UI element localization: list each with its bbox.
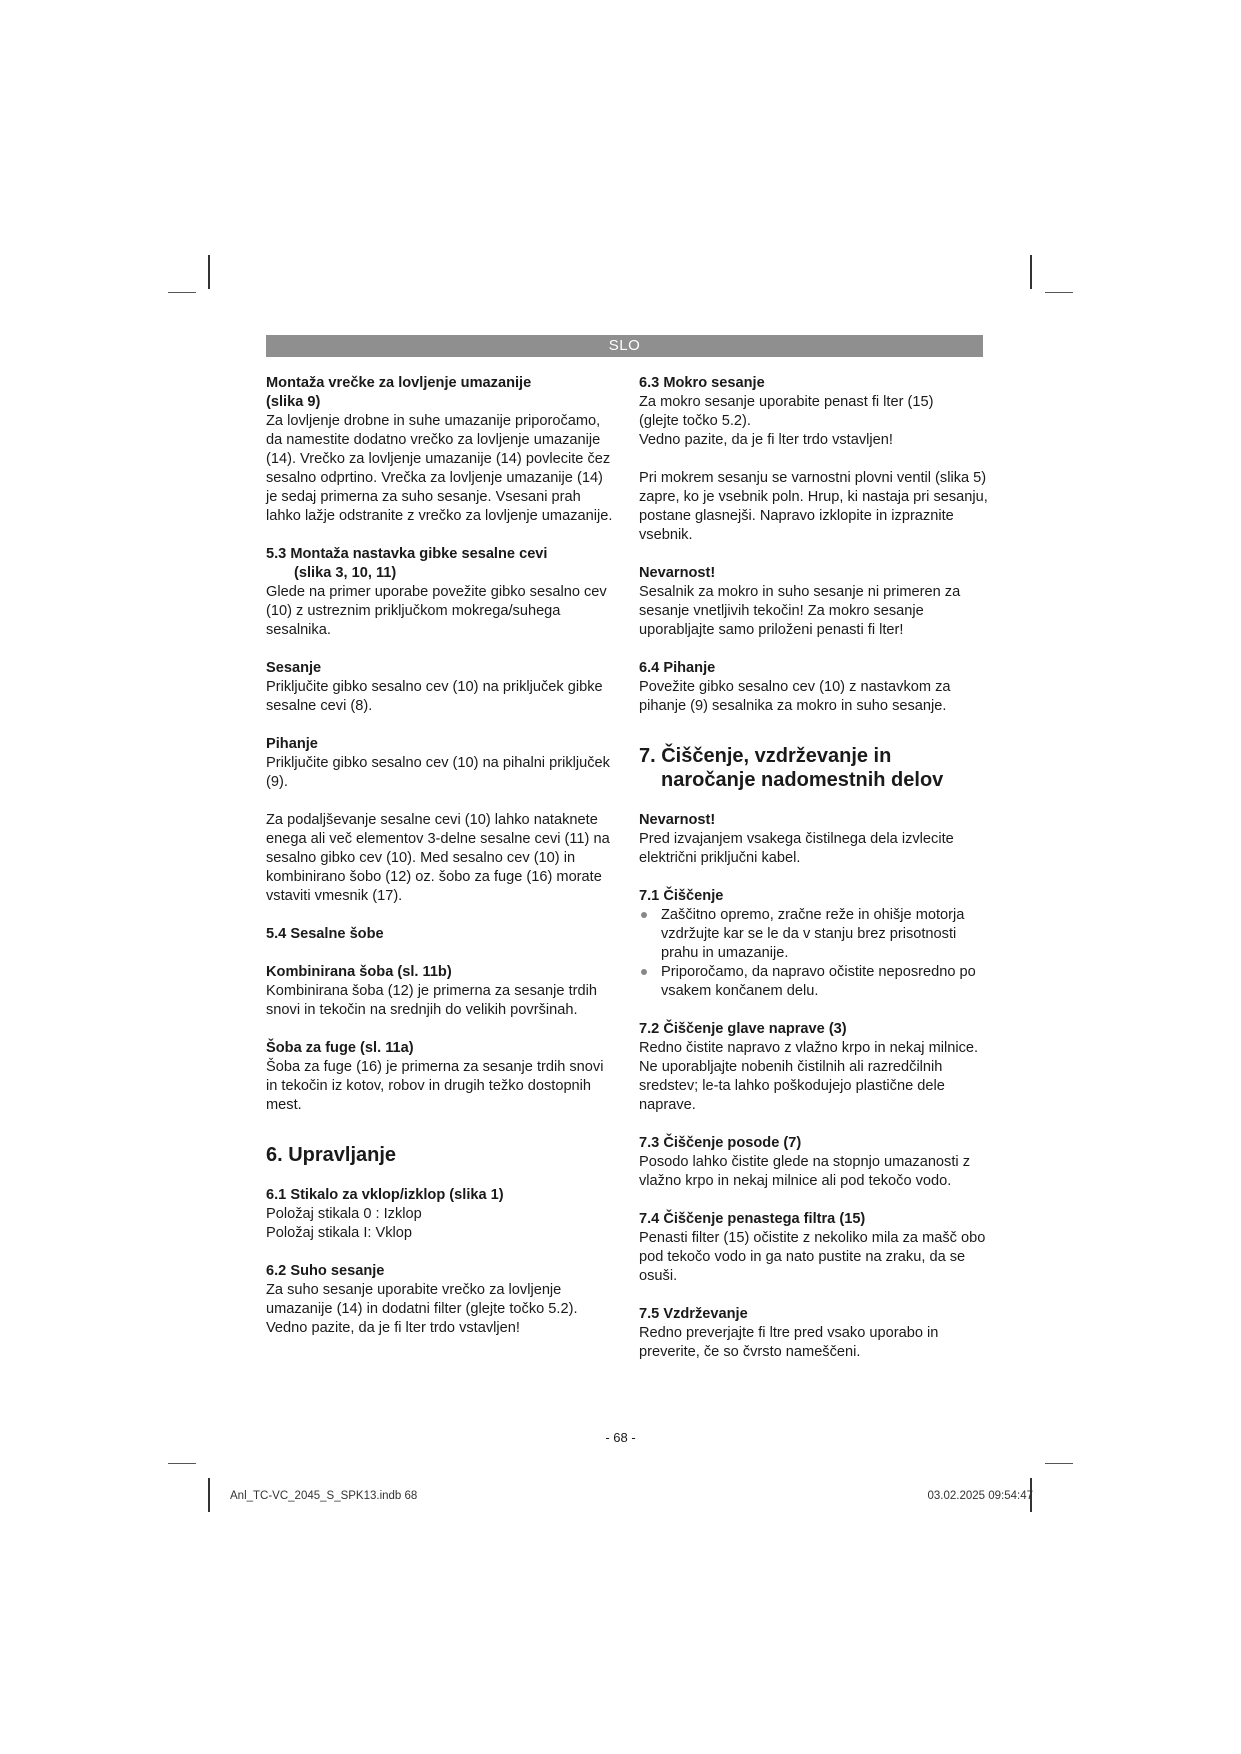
crop-mark-top-right [1030,255,1032,289]
list-item: Zaščitno opremo, zračne reže in ohišje motorja vzdržujte kar se le da v stanju brez prisotnosti prahu in umazanije. [639,906,989,963]
section-title [266,545,616,583]
list-item: Priporočamo, da napravo očistite neposredno po vsakem končanem delu. [639,963,989,1001]
print-timestamp: 03.02.2025 09:54:47 [927,1490,1033,1502]
section-body: Za suho sesanje uporabite vrečko za lovljenje umazanije (14) in dodatni filter (glejte točko 5.2). Vedno pazite, da je fi lter trdo vstavljen! [266,1282,578,1336]
crop-mark-top-right-h [1045,292,1073,293]
crop-mark-bottom-left-h [168,1463,196,1464]
chapter-heading-line: 7. Čiščenje, vzdrževanje in [639,745,892,767]
section-body: Glede na primer uporabe povežite gibko sesalno cev (10) z ustreznim priključkom mokrega/suhega sesalnika. [266,584,607,638]
section-title: 7.4 Čiščenje penastega filtra (15) [639,1211,866,1227]
section-body: Kombinirana šoba (12) je primerna za sesanje trdih snovi in tekočin na srednjih do velikih površinah. [266,983,597,1018]
section-title-line: (slika 3, 10, 11) [294,565,397,581]
print-file-label: Anl_TC-VC_2045_S_SPK13.indb 68 [230,1490,418,1502]
warning-body: Pred izvajanjem vsakega čistilnega dela izvlecite električni priključni kabel. [639,831,954,866]
crop-mark-bottom-left [208,1478,210,1512]
section-title-line: 5.3 Montaža nastavka gibke sesalne cevi [266,546,548,562]
section-title: Sesanje [266,660,322,676]
section-title: Šoba za fuge (sl. 11a) [266,1040,414,1056]
section-body: Šoba za fuge (16) je primerna za sesanje trdih snovi in tekočin iz kotov, robov in drugih težko dostopnih mest. [266,1059,604,1113]
section-body: Posodo lahko čistite glede na stopnjo umazanosti z vlažno krpo in nekaj milnice ali pod tekočo vodo. [639,1154,970,1189]
section-body: Za podaljševanje sesalne cevi (10) lahko nataknete enega ali več elementov 3-delne sesalne cevi (11) na sesalno gibko cev (10). Med sesalno cev (10) in kombinirano šobo (12) oz. šobo za fuge (16) morate vstaviti vmesnik (17). [266,812,610,904]
page-number: - 68 - [605,1430,636,1445]
section-body-line: Vedno pazite, da je fi lter trdo vstavljen! [639,432,893,448]
chapter-heading-line: naročanje nadomestnih delov [661,769,944,791]
section-title: 6.3 Mokro sesanje [639,375,765,391]
crop-mark-bottom-right-h [1045,1463,1073,1464]
section-title: 7.2 Čiščenje glave naprave (3) [639,1021,847,1037]
section-body: Za lovljenje drobne in suhe umazanije priporočamo, da namestite dodatno vrečko za lovljenje umazanije (14). Vrečko za lovljenje umazanije (14) povlecite čez sesalno odprtino. Vrečka za lovljenje umazanije (14) je sedaj primerna za suho sesanje. Vsesani prah lahko lažje odstranite z vrečko za lovljenje umazanije. [266,413,613,524]
section-title: 6.2 Suho sesanje [266,1263,385,1279]
switch-position-off: Položaj stikala 0 : Izklop [266,1206,422,1222]
left-column [266,374,616,1338]
section-title: Pihanje [266,736,318,752]
crop-mark-top-left-h [168,292,196,293]
section-title-line: (slika 9) [266,394,321,410]
section-title: 7.3 Čiščenje posode (7) [639,1135,802,1151]
section-body: Redno preverjajte fi ltre pred vsako uporabo in preverite, če so čvrsto nameščeni. [639,1325,939,1360]
right-column [639,374,989,1362]
crop-mark-top-left [208,255,210,289]
section-title: 7.5 Vzdrževanje [639,1306,748,1322]
section-body: Pri mokrem sesanju se varnostni plovni ventil (slika 5) zapre, ko je vsebnik poln. Hrup, ki nastaja pri sesanju, postane glasnejši. Napravo izklopite in izpraznite vsebnik. [639,470,988,543]
section-title: 6.4 Pihanje [639,660,716,676]
switch-position-on: Položaj stikala I: Vklop [266,1225,413,1241]
section-title: Kombinirana šoba (sl. 11b) [266,964,452,980]
section-body: Redno čistite napravo z vlažno krpo in nekaj milnice. Ne uporabljajte nobenih čistilnih ali razredčilnih sredstev; le-ta lahko poškodujejo plastične dele naprave. [639,1040,979,1113]
language-header-bar: SLO [266,335,983,357]
section-title [266,374,616,412]
section-body: Povežite gibko sesalno cev (10) z nastavkom za pihanje (9) sesalnika za mokro in suho sesanje. [639,679,951,714]
chapter-heading: 6. Upravljanje [266,1144,397,1166]
chapter-heading [639,744,989,792]
warning-title: Nevarnost! [639,812,716,828]
section-title: 7.1 Čiščenje [639,888,724,904]
section-title: 5.4 Sesalne šobe [266,926,384,942]
section-title: 6.1 Stikalo za vklop/izklop (slika 1) [266,1187,504,1203]
warning-body: Sesalnik za mokro in suho sesanje ni primeren za sesanje vnetljivih tekočin! Za mokro sesanje uporabljajte samo priloženi penasti fi lter! [639,584,961,638]
section-body-line: (glejte točko 5.2). [639,413,751,429]
section-body: Priključite gibko sesalno cev (10) na pihalni priključek (9). [266,755,610,790]
section-title-line: Montaža vrečke za lovljenje umazanije [266,375,532,391]
section-body: Priključite gibko sesalno cev (10) na priključek gibke sesalne cevi (8). [266,679,603,714]
section-body-line: Za mokro sesanje uporabite penast fi lter (15) [639,394,934,410]
warning-title: Nevarnost! [639,565,716,581]
section-body: Penasti filter (15) očistite z nekoliko mila za mašč obo pod tekočo vodo in ga nato pustite na zraku, da se osuši. [639,1230,986,1284]
cleaning-list [639,906,989,1001]
